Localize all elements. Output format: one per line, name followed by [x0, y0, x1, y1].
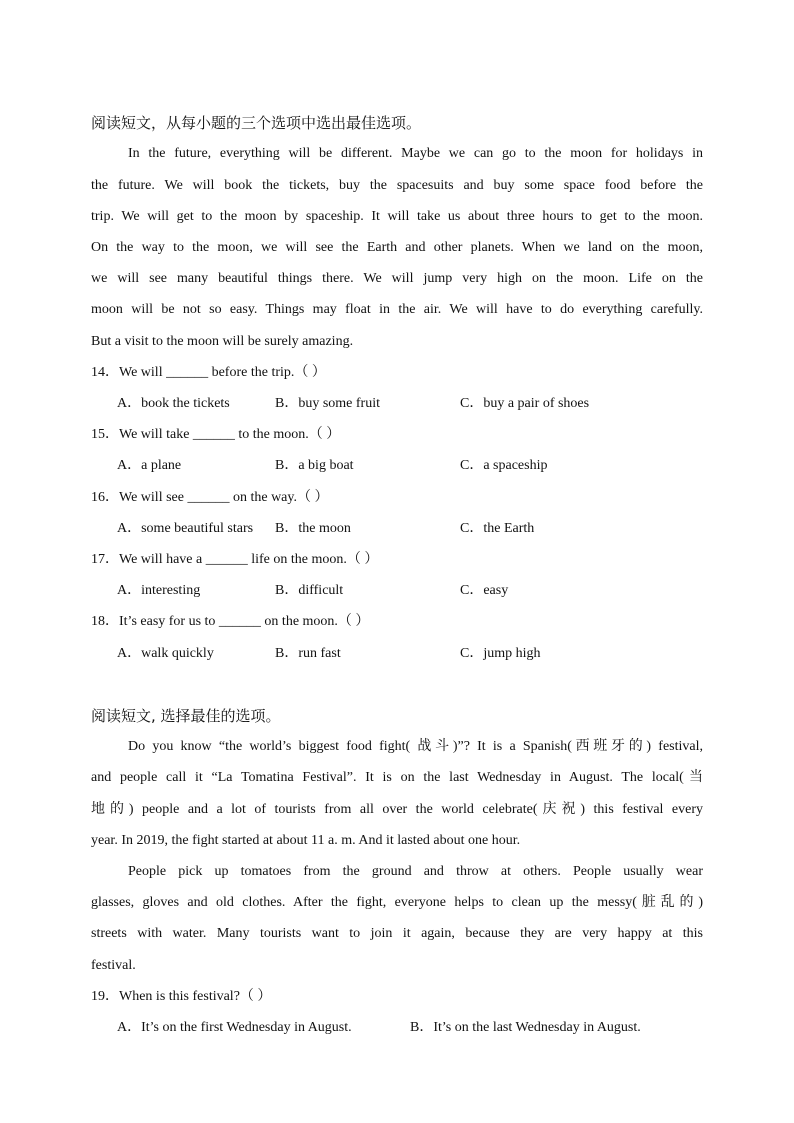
passage2-line: streets with water. Many tourists want to join it again, because they are very happy at this [91, 926, 703, 941]
question-stem: 18．It’s easy for us to ______ on the moon.（ ） [91, 614, 370, 629]
passage2-line: glasses, gloves and old clothes. After the fight, everyone helps to clean up the messy(脏乱的) [91, 895, 703, 910]
passage1-line: On the way to the moon, we will see the Earth and other planets. When we land on the moon, [91, 240, 703, 255]
option-a: A．It’s on the first Wednesday in August. [117, 1020, 352, 1035]
question-stem: 15．We will take ______ to the moon.（ ） [91, 427, 341, 442]
option-a: A．some beautiful stars [117, 521, 254, 536]
option-c: C．the Earth [460, 521, 535, 536]
option-a: A．a plane [117, 458, 182, 473]
option-b: B．It’s on the last Wednesday in August. [410, 1020, 641, 1035]
passage2-line: People pick up tomatoes from the ground and throw at others. People usually wear [128, 864, 703, 879]
option-b: B．run fast [275, 646, 341, 661]
passage2-line: year. In 2019, the fight started at about 11 a. m. And it lasted about one hour. [91, 833, 521, 848]
passage1-line: moon will be not so easy. Things may float in the air. We will have to do everything carefully. [91, 302, 703, 317]
option-a: A．book the tickets [117, 396, 230, 411]
question-stem: 14．We will ______ before the trip.（ ） [91, 365, 326, 380]
option-c: C．a spaceship [460, 458, 548, 473]
option-c: C．easy [460, 583, 509, 598]
option-a: A．interesting [117, 583, 201, 598]
passage1-line: But a visit to the moon will be surely amazing. [91, 334, 354, 349]
option-b: B．a big boat [275, 458, 354, 473]
question-stem: 16．We will see ______ on the way.（ ） [91, 490, 329, 505]
question-stem: 17．We will have a ______ life on the moon.（ ） [91, 552, 379, 567]
section2-instruction: 阅读短文, 选择最佳的选项。 [91, 707, 281, 725]
passage1-line: In the future, everything will be different. Maybe we can go to the moon for holidays in [128, 146, 703, 161]
passage1-line: we will see many beautiful things there. We will jump very high on the moon. Life on the [91, 271, 703, 286]
passage1-line: trip. We will get to the moon by spaceship. It will take us about three hours to get to the moon. [91, 209, 703, 224]
passage2-line: and people call it “La Tomatina Festival”. It is on the last Wednesday in August. The local(当 [91, 770, 703, 785]
option-b: B．difficult [275, 583, 344, 598]
option-c: C．jump high [460, 646, 541, 661]
option-b: B．buy some fruit [275, 396, 380, 411]
question-stem: 19．When is this festival?（ ） [91, 989, 272, 1004]
passage2-line: festival. [91, 958, 136, 973]
passage2-line: 地的) people and a lot of tourists from all over the world celebrate(庆祝) this festival every [91, 802, 703, 817]
passage1-line: the future. We will book the tickets, buy the spacesuits and buy some space food before the [91, 178, 703, 193]
option-a: A．walk quickly [117, 646, 214, 661]
passage2-line: Do you know “the world’s biggest food fight( 战斗)”? It is a Spanish(西班牙的) festival, [128, 739, 703, 754]
option-c: C．buy a pair of shoes [460, 396, 590, 411]
option-b: B．the moon [275, 521, 351, 536]
section1-instruction: 阅读短文，从每小题的三个选项中选出最佳选项。 [91, 114, 422, 132]
